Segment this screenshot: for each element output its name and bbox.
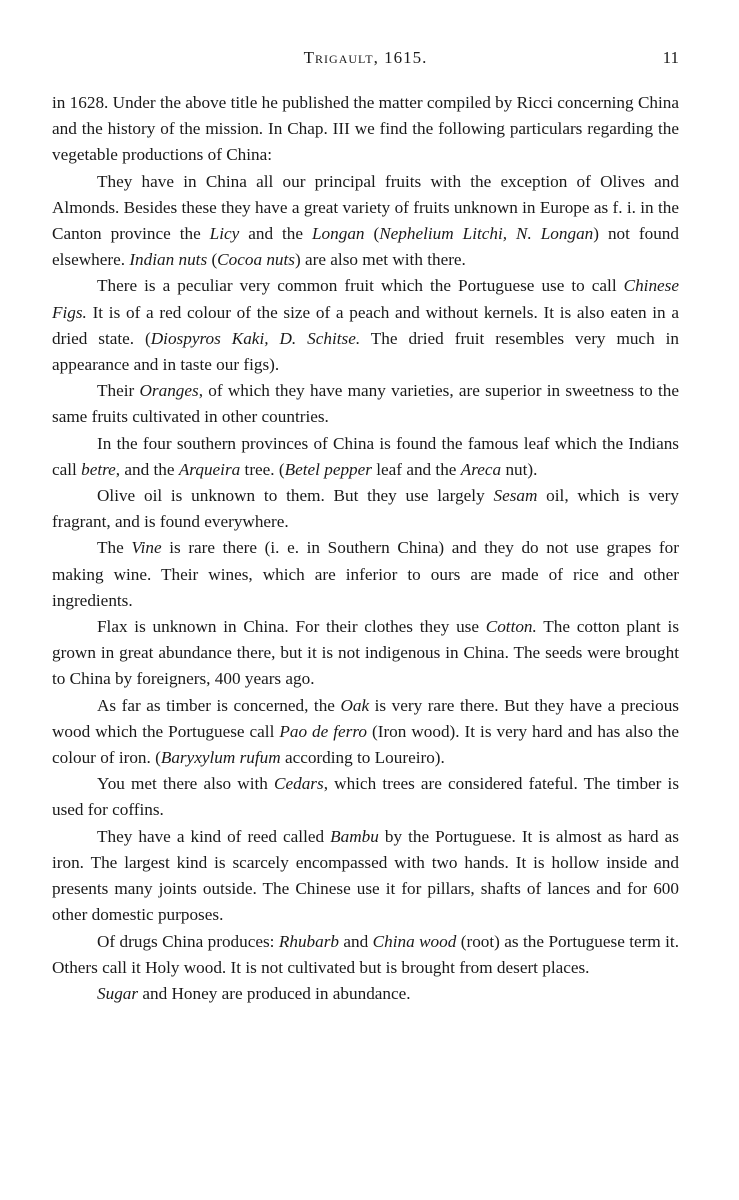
italic-text: Sugar [97, 983, 139, 1003]
text-run: ) are also met with there. [295, 250, 466, 270]
italic-text: Oak [340, 695, 370, 715]
text-run: is rare there (i. e. in Southern China) and they do not use grapes for making wine. Their wines, which are inferior to ours are made of rice and other ingredients. [52, 538, 679, 610]
text-run: ( [364, 224, 380, 244]
text-run: ( [207, 250, 218, 270]
italic-text: Chinese Figs. [52, 276, 679, 322]
italic-text: Oranges [139, 381, 199, 401]
italic-text: Sesam [493, 486, 538, 506]
text-run: In the four southern provinces of China is found the famous leaf which the Indians call [52, 433, 679, 479]
text-run: There is a peculiar very common fruit which the Portuguese use to call [97, 276, 624, 296]
text-run: is very rare there. But they have a precious wood which the Portuguese call [52, 695, 679, 741]
paragraph [52, 535, 679, 614]
italic-text: Licy [209, 224, 240, 244]
text-run: Their [97, 381, 140, 401]
text-run: It is of a red colour of the size of a peach and without kernels. It is also eaten in a dried state. ( [52, 302, 679, 348]
paragraph [52, 483, 679, 535]
text-run: and Honey are produced in abundance. [138, 983, 411, 1003]
paragraph [52, 824, 679, 929]
text-run: They have a kind of reed called [97, 826, 331, 846]
text-run: in 1628. Under the above title he published the matter compiled by Ricci concerning China and the history of the mission. In Chap. III we find the following particulars regarding the vegetable productions of China: [52, 93, 679, 165]
italic-text: Baryxylum rufum [160, 748, 281, 768]
text-run: , of which they have many varieties, are superior in sweetness to the same fruits cultivated in other countries. [52, 381, 680, 427]
italic-text: Arqueira [178, 459, 241, 479]
running-head-text: Trigault, 1615. [303, 48, 428, 67]
text-run: leaf and the [371, 459, 461, 479]
italic-text: Longan [311, 224, 365, 244]
text-run: (root) as the Portuguese term it. Others call it Holy wood. It is not cultivated but is brought from desert places. [52, 931, 679, 977]
text-run: by the Portuguese. It is almost as hard as iron. The largest kind is scarcely encompassed with two hands. It is hollow inside and presents many joints outside. The Chinese use it for pillars, shafts of lances and for 600 other domestic purposes. [52, 826, 679, 925]
paragraph [52, 273, 679, 378]
page-header [52, 48, 679, 72]
paragraph [52, 981, 679, 1007]
italic-text: Nephelium Litchi, N. Longan [379, 224, 594, 244]
paragraph [52, 169, 679, 274]
italic-text: Pao de ferro [279, 721, 367, 741]
italic-text: Cocoa nuts [217, 250, 295, 270]
italic-text: Cotton. [485, 617, 537, 637]
paragraph [52, 614, 679, 693]
italic-text: Vine [131, 538, 162, 558]
text-run: The [97, 538, 132, 558]
text-run: You met there also with [97, 774, 275, 794]
text-run: They have in China all our principal fruits with the exception of Olives and Almonds. Besides these they have a great variety of fruits unknown in Europe as f. i. in the Canton province the [52, 171, 679, 244]
page-number: 11 [662, 48, 679, 67]
italic-text: Rhubarb [278, 931, 340, 951]
paragraph [52, 771, 679, 823]
text-run: and [339, 931, 373, 951]
text-run: and the [239, 224, 312, 244]
italic-text: Areca [460, 459, 502, 479]
paragraph [52, 929, 679, 981]
paragraph [52, 693, 679, 772]
text-run: , which trees are considered fateful. The timber is used for coffins. [52, 774, 680, 820]
text-run: Flax is unknown in China. For their clothes they use [97, 617, 486, 637]
text-run: , and the [115, 459, 179, 479]
text-run: Of drugs China produces: [97, 931, 279, 951]
italic-text: betre [81, 459, 116, 479]
text-run: The cotton plant is grown in great abundance there, but it is not indigenous in China. The seeds were brought to China by foreigners, 400 years ago. [52, 617, 680, 689]
italic-text: China wood [372, 931, 457, 951]
text-run: according to Loureiro). [280, 748, 445, 768]
text-run: oil, which is very fragrant, and is found everywhere. [52, 486, 680, 532]
paragraph [52, 431, 679, 483]
body-text [52, 90, 679, 1007]
italic-text: Cedars [274, 774, 324, 794]
text-run: Olive oil is unknown to them. But they use largely [97, 486, 494, 506]
running-head [52, 48, 679, 68]
paragraph [52, 378, 679, 430]
paragraph [52, 90, 679, 169]
text-run: nut). [501, 459, 538, 479]
text-run: As far as timber is concerned, the [97, 695, 341, 715]
italic-text: Indian nuts [129, 250, 208, 270]
italic-text: Betel pepper [284, 459, 372, 479]
text-run: The dried fruit resembles very much in appearance and in taste our figs). [52, 328, 679, 375]
italic-text: Diospyros Kaki, D. Schitse. [150, 328, 361, 348]
text-run: ) not found elsewhere. [52, 224, 679, 270]
text-run: tree. ( [240, 459, 285, 479]
text-run: (Iron wood). It is very hard and has also the colour of iron. ( [52, 721, 679, 768]
italic-text: Bambu [330, 826, 379, 846]
